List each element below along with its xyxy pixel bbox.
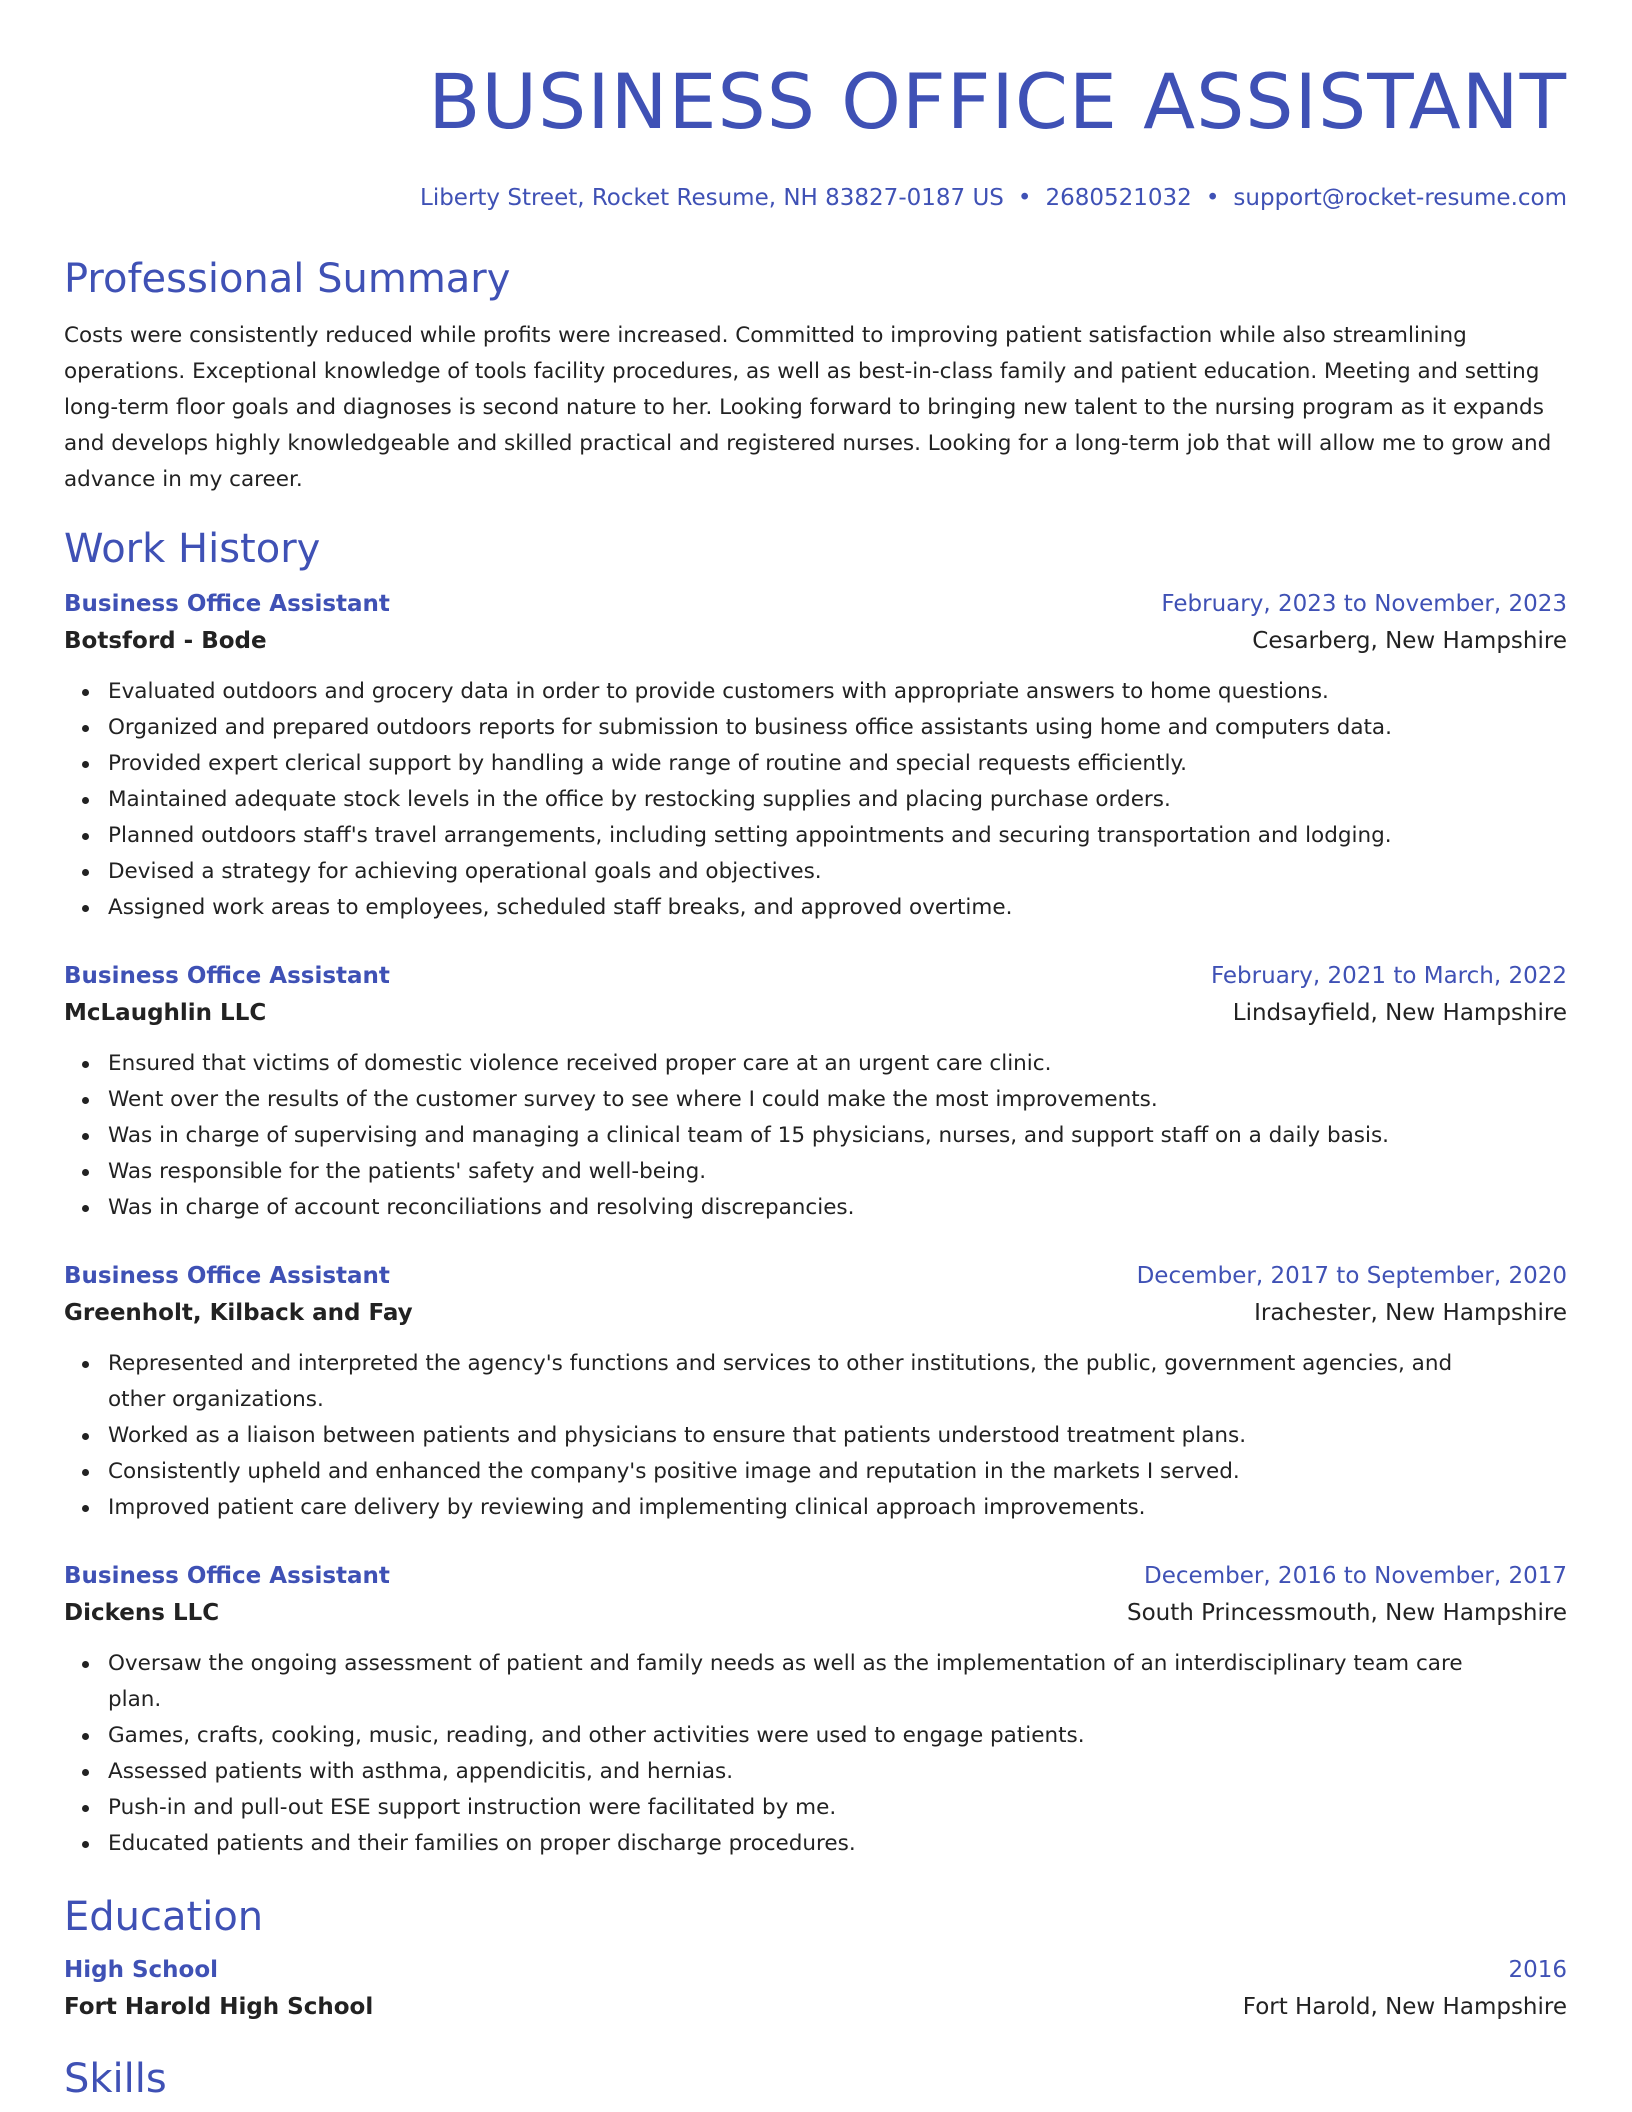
list-item: Push-in and pull-out ESE support instruction were facilitated by me. <box>108 1790 1567 1826</box>
job-entry <box>64 1558 1567 1862</box>
education-degree: High School <box>64 1957 219 1983</box>
job-role: Business Office Assistant <box>64 591 390 617</box>
list-item: Organized and prepared outdoors reports for submission to business office assistants using home and computers data. <box>108 710 1567 746</box>
job-dates: December, 2017 to September, 2020 <box>1136 1263 1567 1289</box>
section-title-summary: Professional Summary <box>64 256 511 302</box>
section-title-work-history: Work History <box>64 526 321 572</box>
list-item: Maintained adequate stock levels in the office by restocking supplies and placing purchase orders. <box>108 782 1567 818</box>
job-location: South Princessmouth, New Hampshire <box>1127 1600 1567 1626</box>
list-item: Assessed patients with asthma, appendicitis, and hernias. <box>108 1754 1567 1790</box>
job-bullet-list <box>64 1346 1567 1526</box>
education-school-row <box>64 1988 1567 2026</box>
summary-text: Costs were consistently reduced while profits were increased. Committed to improving patient satisfaction while also streamlining operations. Exceptional knowledge of tools facility procedures, as well as best-in-class family and patient education. Meeting and setting long-term floor goals and diagnoses is second nature to her. Looking forward to bringing new talent to the nursing program as it expands and develops highly knowledgeable and skilled practical and registered nurses. Looking for a long-term job that will allow me to grow and advance in my career. <box>64 323 1552 492</box>
job-header-row <box>64 586 1567 622</box>
job-company-row <box>64 1594 1567 1632</box>
education-list <box>64 1952 1567 2026</box>
job-header-row <box>64 958 1567 994</box>
list-item: Educated patients and their families on proper discharge procedures. <box>108 1826 1567 1862</box>
job-header-row <box>64 1558 1567 1594</box>
job-company-row <box>64 622 1567 660</box>
job-header-row <box>64 1258 1567 1294</box>
job-dates: February, 2023 to November, 2023 <box>1161 591 1567 617</box>
list-item: Ensured that victims of domestic violence received proper care at an urgent care clinic. <box>108 1046 1567 1082</box>
list-item: Was in charge of account reconciliations and resolving discrepancies. <box>108 1190 1567 1226</box>
section-title-education: Education <box>64 1894 264 1940</box>
job-company-row <box>64 994 1567 1032</box>
job-location: Cesarberg, New Hampshire <box>1252 628 1567 654</box>
education-entry <box>64 1952 1567 2026</box>
list-item: Evaluated outdoors and grocery data in order to provide customers with appropriate answers to home questions. <box>108 674 1567 710</box>
education-school: Fort Harold High School <box>64 1994 374 2020</box>
job-location: Irachester, New Hampshire <box>1254 1300 1567 1326</box>
job-company: Greenholt, Kilback and Fay <box>64 1300 413 1326</box>
job-role: Business Office Assistant <box>64 1263 390 1289</box>
list-item: Worked as a liaison between patients and physicians to ensure that patients understood treatment plans. <box>108 1418 1567 1454</box>
list-item: Represented and interpreted the agency's functions and services to other institutions, the public, government agencies, and other organizations. <box>108 1346 1567 1418</box>
job-company: Botsford - Bode <box>64 628 267 654</box>
job-company: McLaughlin LLC <box>64 1000 267 1026</box>
job-entry <box>64 586 1567 926</box>
list-item: Oversaw the ongoing assessment of patient and family needs as well as the implementation of an interdisciplinary team care plan. <box>108 1646 1567 1718</box>
list-item: Was in charge of supervising and managing a clinical team of 15 physicians, nurses, and support staff on a daily basis. <box>108 1118 1567 1154</box>
job-role: Business Office Assistant <box>64 1563 390 1589</box>
education-header-row <box>64 1952 1567 1988</box>
job-entry <box>64 1258 1567 1526</box>
job-role: Business Office Assistant <box>64 963 390 989</box>
list-item: Games, crafts, cooking, music, reading, and other activities were used to engage patients. <box>108 1718 1567 1754</box>
job-location: Lindsayfield, New Hampshire <box>1232 1000 1567 1026</box>
job-company-row <box>64 1294 1567 1332</box>
list-item: Improved patient care delivery by reviewing and implementing clinical approach improvements. <box>108 1490 1567 1526</box>
separator-dot-icon: • <box>1205 185 1220 211</box>
contact-email[interactable]: support@rocket-resume.com <box>1233 185 1567 211</box>
separator-dot-icon: • <box>1017 185 1032 211</box>
work-history-list <box>64 586 1567 1862</box>
list-item: Went over the results of the customer survey to see where I could make the most improvements. <box>108 1082 1567 1118</box>
job-dates: December, 2016 to November, 2017 <box>1144 1563 1567 1589</box>
list-item: Assigned work areas to employees, scheduled staff breaks, and approved overtime. <box>108 890 1567 926</box>
resume-title: BUSINESS OFFICE ASSISTANT <box>428 57 1567 146</box>
list-item: Provided expert clerical support by handling a wide range of routine and special requests efficiently. <box>108 746 1567 782</box>
list-item: Was responsible for the patients' safety and well-being. <box>108 1154 1567 1190</box>
contact-phone: 2680521032 <box>1045 185 1192 211</box>
job-bullet-list <box>64 674 1567 926</box>
contact-address: Liberty Street, Rocket Resume, NH 83827-0187 US <box>420 185 1004 211</box>
education-location: Fort Harold, New Hampshire <box>1242 1994 1567 2020</box>
list-item: Planned outdoors staff's travel arrangements, including setting appointments and securing transportation and lodging. <box>108 818 1567 854</box>
education-year: 2016 <box>1508 1957 1567 1983</box>
resume-page <box>64 0 1567 2104</box>
job-bullet-list <box>64 1646 1567 1862</box>
contact-line <box>64 182 1567 214</box>
job-company: Dickens LLC <box>64 1600 220 1626</box>
list-item: Devised a strategy for achieving operational goals and objectives. <box>108 854 1567 890</box>
list-item: Consistently upheld and enhanced the company's positive image and reputation in the markets I served. <box>108 1454 1567 1490</box>
job-entry <box>64 958 1567 1226</box>
job-bullet-list <box>64 1046 1567 1226</box>
section-title-skills: Skills <box>64 2056 167 2102</box>
job-dates: February, 2021 to March, 2022 <box>1210 963 1567 989</box>
